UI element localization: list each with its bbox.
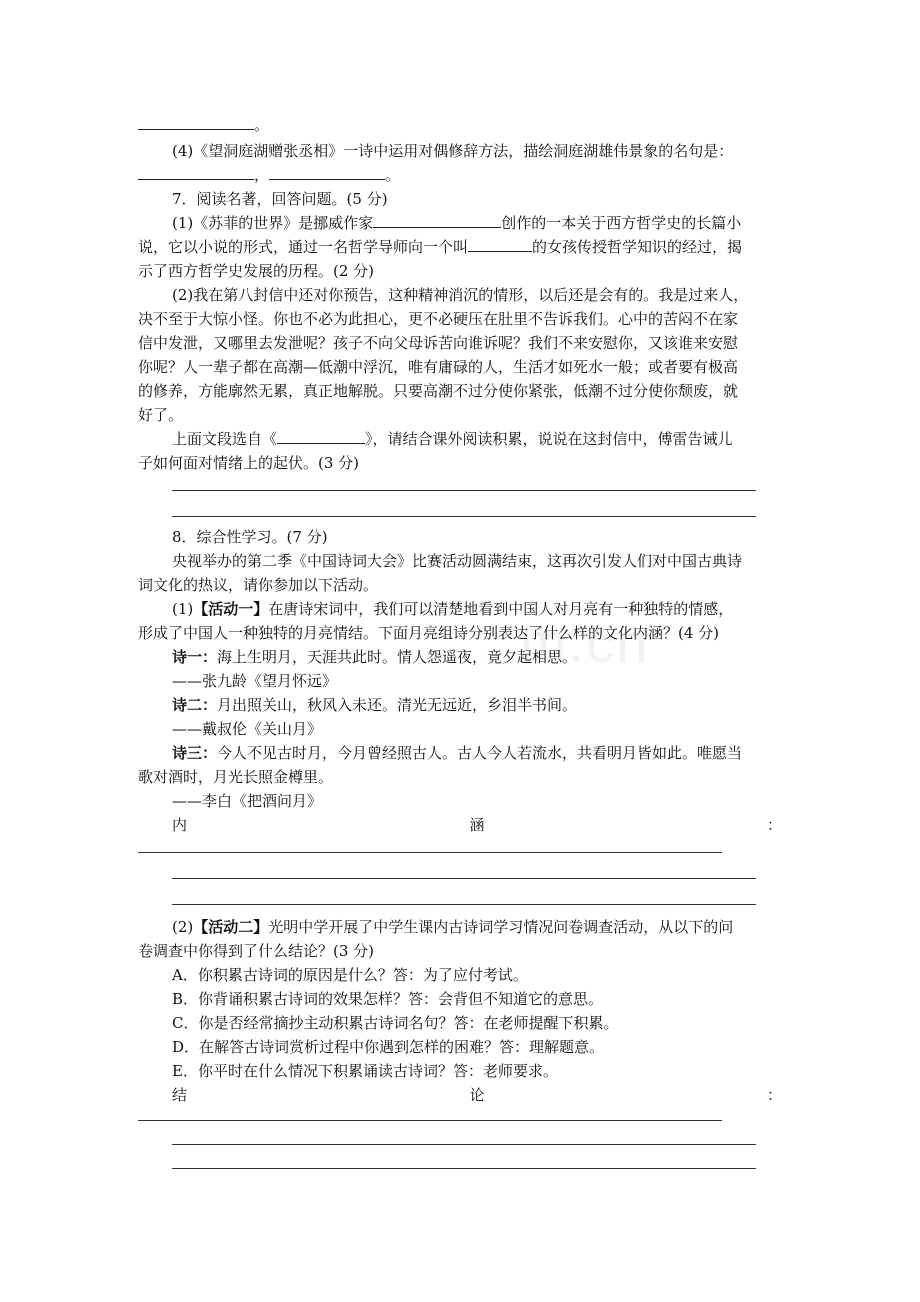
book-title-blank[interactable] [277,428,365,444]
q6-4-question: (4)《望洞庭湖赠张丞相》一诗中运用对偶修辞方法，描绘洞庭湖雄伟景象的名句是： [172,142,734,160]
answer-line[interactable] [172,904,756,905]
watermark: m.cn [520,611,650,674]
passage-line-4: 你呢？人一辈子都在高潮—低潮中浮沉，唯有庸碌的人，生活才如死水一般；或者要有极高 [138,358,739,376]
answer-line[interactable] [172,1144,756,1145]
survey-item-e: E．你平时在什么情况下积累诵读古诗词？答：老师要求。 [172,1062,558,1080]
q7-1-line1: (1)《苏菲的世界》是挪威作家 创作的一本关于西方哲学史的长篇小 [172,214,742,232]
q7-heading: 7．阅读名著，回答问题。(5 分) [172,190,388,208]
poem-2: 诗二：月出照关山，秋风入未还。清光无远近，乡泪半书间。 [172,696,578,714]
q8-intro-1: 央视举办的第二季《中国诗词大会》比赛活动圆满结束，这再次引发人们对中国古典诗 [172,552,743,570]
girl-name-blank[interactable] [468,236,532,252]
activity-1-line1: (1)【活动一】在唐诗宋词中，我们可以清楚地看到中国人对月亮有一种独特的情感， [172,600,734,618]
q7-2-question: 上面文段选自《 》，请结合课外阅读积累，说说在这封信中，傅雷告诫儿 [172,430,733,448]
poem-3-author: ——李白《把酒问月》 [172,792,323,810]
answer-blank[interactable] [138,114,254,130]
passage-line-6: 好了。 [138,406,184,424]
passage-line-2: 决不至于大惊小怪。你也不必为此担心，更不必硬压在肚里不告诉我们。心中的苦闷不在家 [138,310,739,328]
answer-blank-1[interactable] [138,164,254,180]
passage-line-1: (2)我在第八封信中还对你预告，这种精神消沉的情形，以后还是会有的。我是过来人， [172,286,749,304]
poem-2-author: ——戴叔伦《关山月》 [172,720,323,738]
jielun-label: 结 论 ： [172,1086,782,1104]
activity-2-line1: (2)【活动二】光明中学开展了中学生课内古诗词学习情况问卷调查活动，从以下的问 [172,918,734,936]
survey-item-a: A．你积累古诗词的原因是什么？答：为了应付考试。 [172,966,528,984]
survey-item-c: C．你是否经常摘抄主动积累古诗词名句？答：在老师提醒下积累。 [172,1014,619,1032]
passage-line-5: 的修养，方能廓然无累，真正地解脱。只要高潮不过分使你紧张，低潮不过分使你颓废，就 [138,382,739,400]
answer-line[interactable] [172,1168,756,1169]
poem-1: 诗一：海上生明月，天涯共此时。情人怨遥夜，竟夕起相思。 [172,648,578,666]
q7-1-line3: 示了西方哲学史发展的历程。(2 分) [138,262,375,280]
answer-line[interactable] [172,516,756,517]
answer-line[interactable] [172,878,756,879]
activity-2-tag: 【活动二】 [193,918,269,936]
q7-2-question-cont: 子如何面对情绪上的起伏。(3 分) [138,454,360,472]
q6-answer-line: 。 [138,114,782,136]
survey-item-d: D．在解答古诗词赏析过程中你遇到怎样的困难？答：理解题意。 [172,1038,605,1056]
passage-line-3: 信中发泄，又哪里去发泄呢？孩子不向父母诉苦向谁诉呢？我们不来安慰你，又该谁来安慰 [138,334,739,352]
q7-1-line2: 说，它以小说的形式，通过一名哲学导师向一个叫 的女孩传授哲学知识的经过，揭 [138,238,743,256]
answer-blank-2[interactable] [269,164,385,180]
activity-1-tag: 【活动一】 [193,600,269,618]
answer-line[interactable] [138,852,722,853]
survey-item-b: B．你背诵积累古诗词的效果怎样？答：会背但不知道它的意思。 [172,990,604,1008]
author-blank[interactable] [373,212,501,228]
q6-4-answer-line: ， 。 [138,164,782,186]
poem-1-author: ——张九龄《望月怀远》 [172,672,338,690]
poem-3-cont: 歌对酒时，月光长照金樽里。 [138,768,334,786]
poem-3: 诗三：今人不见古时月，今月曾经照古人。古人今人若流水，共看明月皆如此。唯愿当 [172,744,743,762]
q8-intro-2: 词文化的热议，请你参加以下活动。 [138,576,379,594]
activity-1-line2: 形成了中国人一种独特的月亮情结。下面月亮组诗分别表达了什么样的文化内涵？(4 分) [138,624,720,642]
neihan-label: 内 涵 ： [172,816,782,834]
q8-heading: 8．综合性学习。(7 分) [172,528,328,546]
answer-line[interactable] [172,490,756,491]
answer-line[interactable] [138,1120,722,1121]
activity-2-line2: 卷调查中你得到了什么结论？(3 分) [138,942,375,960]
